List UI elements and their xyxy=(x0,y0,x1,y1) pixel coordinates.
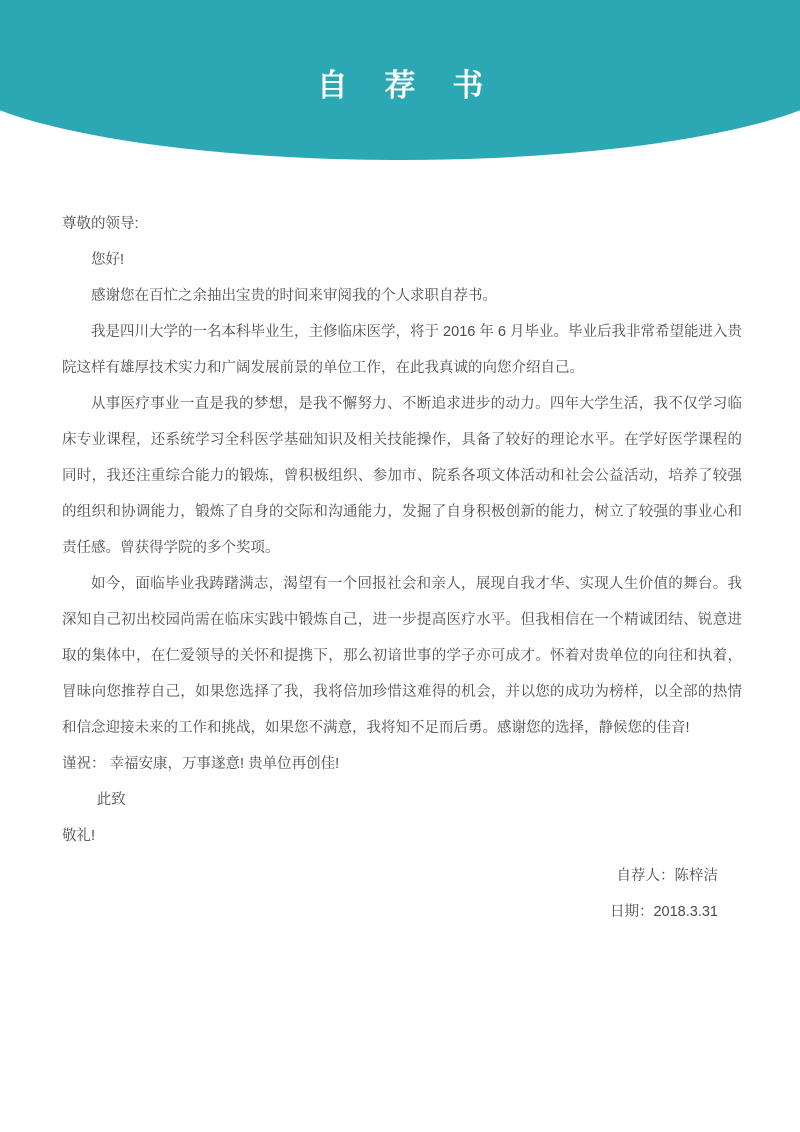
signature-date: 日期：2018.3.31 xyxy=(609,904,718,920)
signature-author: 自荐人：陈梓洁 xyxy=(616,868,718,884)
letter-greeting: 您好! xyxy=(91,252,125,268)
page-title: 自 荐 书 xyxy=(316,68,497,104)
letter-body xyxy=(62,206,742,854)
letter-closing-cici: 此致 xyxy=(96,792,126,808)
letter-salutation: 尊敬的领导: xyxy=(62,216,139,232)
letter-closing-wish: 谨祝： 幸福安康，万事遂意! 贵单位再创佳! xyxy=(62,756,340,772)
letter-paragraph-1: 感谢您在百忙之余抽出宝贵的时间来审阅我的个人求职自荐书。 xyxy=(91,288,497,304)
letter-paragraph-4: 如今，面临毕业我踌躇满志，渴望有一个回报社会和亲人，展现自我才华、实现人生价值的舞台。我深知自己初出校园尚需在临床实践中锻炼自己，进一步提高医疗水平。但我相信在一个精诚团结、锐意进取的集体中，在仁爱领导的关怀和提携下，那么初谙世事的学子亦可成才。怀着对贵单位的向往和执着，冒昧向您推荐自己，如果您选择了我，我将倍加珍惜这难得的机会，并以您的成功为榜样，以全部的热情和信念迎接未来的工作和挑战，如果您不满意，我将知不足而后勇。感谢您的选择，静候您的佳音! xyxy=(62,576,742,736)
signature-block xyxy=(62,858,718,930)
header-banner xyxy=(0,0,800,160)
letter-closing-salute: 敬礼! xyxy=(62,828,96,844)
letter-paragraph-3: 从事医疗事业一直是我的梦想，是我不懈努力、不断追求进步的动力。四年大学生活，我不仅学习临床专业课程，还系统学习全科医学基础知识及相关技能操作，具备了较好的理论水平。在学好医学课程的同时，我还注重综合能力的锻炼，曾积极组织、参加市、院系各项文体活动和社会公益活动，培养了较强的组织和协调能力，锻炼了自身的交际和沟通能力，发掘了自身积极创新的能力，树立了较强的事业心和责任感。曾获得学院的多个奖项。 xyxy=(62,396,742,556)
letter-paragraph-2: 我是四川大学的一名本科毕业生，主修临床医学，将于 2016 年 6 月毕业。毕业后我非常希望能进入贵院这样有雄厚技术实力和广阔发展前景的单位工作，在此我真诚的向您介绍自己。 xyxy=(62,324,742,376)
